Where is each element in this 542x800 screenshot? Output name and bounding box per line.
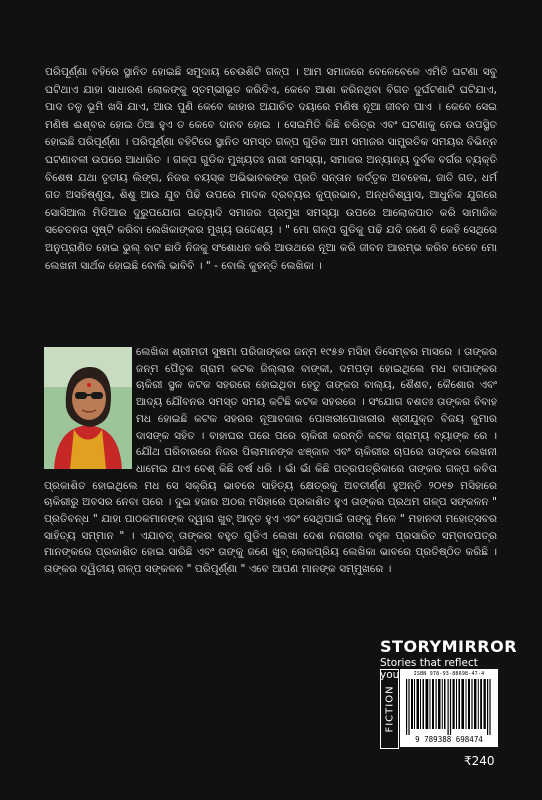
barcode-digits: 9 789388 698474 xyxy=(415,735,483,744)
publisher-tagline: Stories that reflect you xyxy=(380,657,478,681)
publisher-name: STORYMIRROR xyxy=(380,637,518,656)
genre-label: FICTION xyxy=(384,685,395,733)
author-photo xyxy=(44,347,132,469)
barcode-icon xyxy=(406,679,492,735)
book-blurb: ପରିପୂର୍ଣ୍ଣା ବହିରେ ସ୍ଥାନିତ ହୋଇଛି ସମୁଦାୟ ଚେଉଶିଟି ଗଳ୍ପ । ଆମ ସମାଜରେ ବେଳେବେଳେ ଏମିତି ଘଟଣା ସବୁ ଘଟିଥାଏ ଯାହା ସାଧାରଣ ଲୋକଙ୍କୁ ସ୍ତମ୍ଭୀଭୂତ କରିଦିଏ, କେବେ ଆଶା କରିନଥିବା ବିଗତ ଦୁର୍ଘଟଣାଟି ଘଟିଯାଏ, ପାଦ ତଳୁ ଭୂମି ଖସି ଯାଏ, ଆଉ ପୁଣି କେବେ କାହାର ଅଯାଚିତ ଦୟାରେ ମଣିଷ ନୂଆ ଜୀବନ ପାଏ । କେବେ ସେଇ ମଣିଷ ଈଶ୍ବର ହୋଇ ଠିଆ ହୁଏ ତ କେବେ ଦାନବ ହୋଇ । ସେଇମିତି କିଛି ଚରିତ୍ର ଏବଂ ଘଟଣାକୁ ନେଇ ଉପସ୍ଥିତ ହୋଇଛି ପରିପୂର୍ଣ୍ଣା । ପରିପୂର୍ଣ୍ଣା ବହିଟିରେ ସ୍ଥାନିତ ସମସ୍ତ ଗଳ୍ପ ଗୁଡିକ ଆମ ସମାଜର ସାମ୍ପ୍ରତିକ ସମୟର ବିଭିନ୍ନ ଘଟଣାବଳୀ ଉପରେ ଆଧାରିତ । ଗଳ୍ପ ଗୁଡିକ ମୁଖ୍ୟତଃ ନାରୀ ସମସ୍ୟା, ସମାଜର ଅନ୍ୟାନ୍ୟ ଦୁର୍ବଳ ବର୍ଗର ବ୍ୟକ୍ତି ବିଶେଷ ଯଥା ତୃତୀୟ ଲିଙ୍ଗ, ନିଜର ବୟସ୍କ ଅଭିଭାବକଙ୍କ ପ୍ରତି ସନ୍ତାନ କର୍ତ୍ତୃକ ଅବହେଳା, ଜାତି ଗତ, ଧର୍ମ ଗତ ଅସହିଷ୍ଣୁତା, ଶିଶୁ ଆଉ ଯୁବ ପିଢି ଉପରେ ମାଦକ ଦ୍ରବ୍ୟର କୁପ୍ରଭାବ, ଅନ୍ଧବିଶ୍ୱାସ, ଆଧୁନିକ ଯୁଗରେ ସୋସିଆଲ ମିଡିଆର ଦୁରୁପଯୋଗ ଇତ୍ୟାଦି ସମାଜର ପ୍ରମୁଖ ସମସ୍ୟା ଉପରେ ଆଲୋକପାତ କରି ସାମାଜିକ ସଚେତନତା ସୃଷ୍ଟି କରିବା ଲେଖିକାଙ୍କର ମୁଖ୍ୟ ଉଦ୍ଦେଶ୍ୟ । " ମୋ ଗଳ୍ପ ଗୁଡିକୁ ପଢି ଯଦି ଜଣେ ବି କେହି ସେଥିରେ ଅନୁପ୍ରାଣିତ ହୋଇ ଭୁଲ୍ ବାଟ ଛାଡି ନିଜକୁ ସଂଶୋଧନ କରି ଆଉଥରେ ନୂଆ କରି ଜୀବନ ଆରମ୍ଭ କରିବ ତେବେ ମୋ ଲେଖନୀ ସାର୍ଥକ ହୋଇଛି ବୋଲି ଭାବିବି । " - ବୋଲି କୁହନ୍ତି ଲେଖିକା । xyxy=(45,66,497,272)
isbn-number: ISBN 978-93-88698-47-4 xyxy=(413,671,485,677)
genre-label-box xyxy=(380,669,399,749)
author-portrait-illustration xyxy=(44,347,132,469)
price-label: ₹240 xyxy=(464,754,495,768)
author-bio-text: ଲେଖିକା ଶ୍ରୀମତୀ ସୁଷମା ପରିଜାଙ୍କର ଜନ୍ମ ୧୯୫୭ ମସିହା ଡିସେମ୍ବର ମାସରେ । ତାଙ୍କର ଜନ୍ମ ପୈତୃକ ଗ୍ରାମ କଟକ ଜିଲ୍ଲାର ବାଙ୍କୀ, ଦମପଡ଼ା ହୋଇଥିଲେ ମଧ ବାପାଙ୍କର ଚାକିରୀ ସ୍ଥଳ କଟକ ସହରରେ ହୋଇଥିବା ହେତୁ ତାଙ୍କର ବାଲ୍ୟ, ଶୈଶବ, କୈଶୋର ଏବଂ ଆଦ୍ୟ ଯୌବନର ସମସ୍ତ ସମୟ କଟିଛି କଟକ ସହରରେ । ସଂଯୋଗ ବଶତଃ ତାଙ୍କର ବିବାହ ମଧ ହୋଇଛି କଟକ ସହରର ନୂଆବଜାର ପୋଖରୀପୋଖରୀର ଶ୍ରୀଯୁକ୍ତ ବିଜୟ କୁମାର ଦାସଙ୍କ ସହିତ । ବାହାଘର ପରେ ପରେ ଚାକିରୀ କରନ୍ତି କଟକ ଗ୍ରାମ୍ୟ ବ୍ୟାଙ୍କ ରେ । ଯୌଥ ପରିବାରରେ ନିଜର ପିଲାମାନଙ୍କ ଝଞ୍ଜାଳ ଏବଂ ଚାକିରୀର ଚାପରେ ତାଙ୍କର ଲେଖନୀ ଧାମେଇ ଯାଏ ବେଶ୍ କିଛି ବର୍ଷ ଧରି । ଭାଁ ଭାଁ କିଛି ପତ୍ରପତ୍ରିକାରେ ତାଙ୍କର ଗଳ୍ପ କବିତା ପ୍ରକାଶିତ ହୋଇଥିଲେ ମଧ ସେ ସକ୍ରିୟ ଭାବରେ ସାହିତ୍ୟ କ୍ଷେତ୍ରକୁ ଅବତୀର୍ଣ୍ଣ ହୁଅନ୍ତି ୨୦୧୭ ମସିହାରେ ଚାକିରୀରୁ ଅବସର ନେବା ପରେ । ଦୁଇ ହଜାର ଅଠର ମସିହାରେ ପ୍ରକାଶିତ ହୁଏ ତାଙ୍କର ପ୍ରଥମ ଗଳ୍ପ ସଙ୍କଳନ " ପ୍ରତିବନ୍ଧ " ଯାହା ପାଠକମାନଙ୍କ ଦ୍ୱାରା ଖୁବ୍ ଆଦୃତ ହୁଏ ଏବଂ ସେଥିପାଇଁ ତାଙ୍କୁ ମିଳେ " ମହାନଦୀ ମହୋତ୍ସବର ସାହିତ୍ୟ ସମ୍ମାନ " । ଏଯାବତ୍ ତାଙ୍କର ବହୁତ ଗୁଡିଏ ଲେଖା ଦେଶ ନଗରୀର ବହୁଳ ପ୍ରସାରିତ ସମ୍ବାଦପତ୍ର ମାନଙ୍କରେ ପ୍ରକାଶିତ ହୋଇ ସାରିଛି ଏବଂ ତାଙ୍କୁ ଜଣେ ଖୁବ୍ ଲୋକପ୍ରିୟ ଲେଖିକା ଭାବରେ ପ୍ରତିଷ୍ଠିତ କରିଛି । ତାଙ୍କର ଦ୍ୱିତୀୟ ଗଳ୍ପ ସଙ୍କଳନ " ପରିପୂର୍ଣ୍ଣା " ଏବେ ଆପଣ ମାନଙ୍କ ସମ୍ମୁଖରେ । xyxy=(44,346,497,576)
